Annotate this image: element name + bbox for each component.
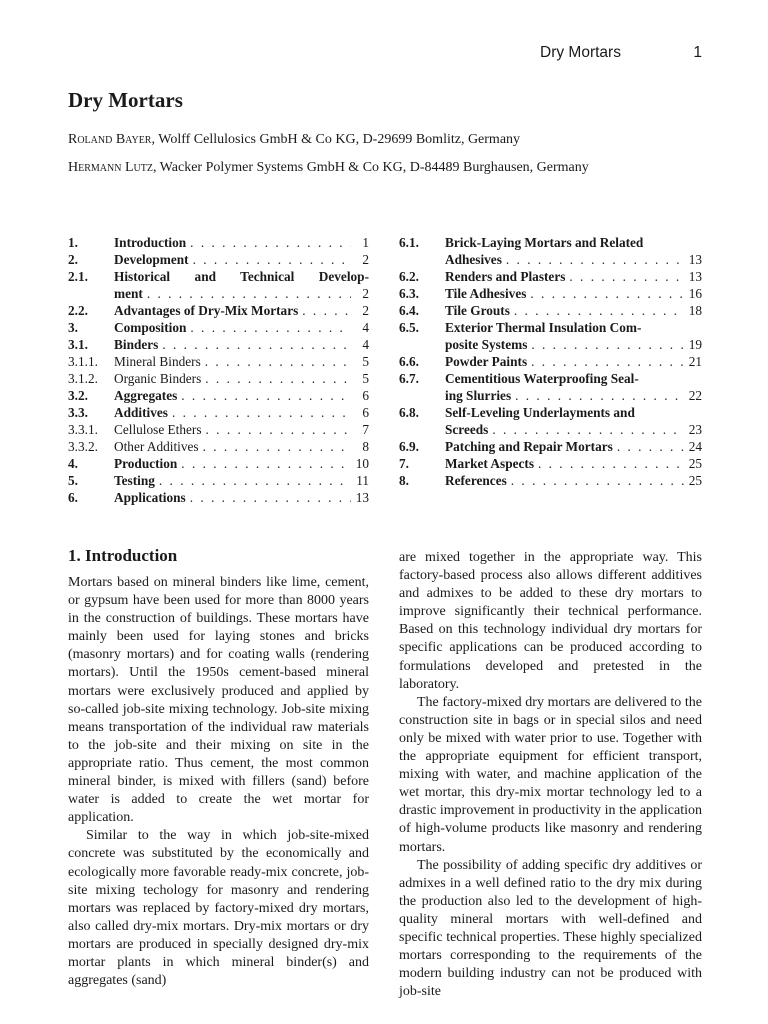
toc-entry-page: 4 — [362, 337, 369, 352]
author-2 — [68, 160, 589, 176]
toc-entry-title: posite Systems — [445, 337, 528, 352]
toc-entry-title: Patching and Repair Mortars — [445, 439, 613, 454]
dot-leader — [162, 336, 351, 353]
toc-entry-number: 6.7. — [399, 371, 419, 386]
toc-entry-title: Mineral Binders — [114, 354, 201, 369]
toc-entry[interactable] — [399, 455, 702, 472]
toc-entry-number: 7. — [399, 456, 409, 471]
toc-entry-number: 6.1. — [399, 235, 419, 250]
toc-entry-number: 3.3. — [68, 405, 88, 420]
toc-entry-title: References — [445, 473, 507, 488]
running-head-title: Dry Mortars — [540, 44, 621, 61]
toc-entry[interactable] — [399, 268, 702, 285]
toc-entry-page: 21 — [688, 354, 702, 369]
dot-leader — [538, 455, 684, 472]
toc-entry-page: 25 — [688, 473, 702, 488]
dot-leader — [569, 268, 684, 285]
toc-entry-title: Organic Binders — [114, 371, 202, 386]
toc-entry[interactable] — [399, 404, 702, 438]
toc-entry-number: 3.1. — [68, 337, 88, 352]
toc-entry[interactable] — [399, 370, 702, 404]
dot-leader — [506, 251, 684, 268]
toc-entry-page: 4 — [362, 320, 369, 335]
toc-entry-page: 25 — [688, 456, 702, 471]
paragraph: Mortars based on mineral binders like lime, cement, or gypsum have been used for more than 8000 years in the construction of buildings. These mortars have mainly been used for laying stones and bricks (masonry mortars) and for coating walls (rendering mortars). Until the 1950s cement-based mineral mortars were exclusively produced and applied by so-called job-site mixing technology. Job-site mixing means transportation of the individual raw materials to the job-site and their mixing on site in the appropriate ratio. Thus cement, the most common mineral binder, is mixed with fillers (sand) before water is added to create the wet mortar for application. — [68, 575, 369, 826]
toc-entry-title: Adhesives — [445, 252, 502, 267]
toc-entry[interactable] — [68, 353, 369, 370]
toc-entry-title: Market Aspects — [445, 456, 534, 471]
toc-entry-page: 18 — [688, 303, 702, 318]
dot-leader — [172, 404, 351, 421]
toc-entry[interactable] — [399, 319, 702, 353]
toc-entry-number: 1. — [68, 235, 78, 250]
toc-entry-title-line1: Brick-Laying Mortars and Related — [445, 235, 644, 250]
toc-entry-title: Powder Paints — [445, 354, 528, 369]
dot-leader — [193, 251, 351, 268]
dot-leader — [514, 302, 684, 319]
dot-leader — [492, 421, 684, 438]
toc-entry[interactable] — [399, 285, 702, 302]
toc-entry-title: Production — [114, 456, 178, 471]
paragraph: Similar to the way in which job-site-mixed concrete was substituted by the economically and ecologically more favorable ready-mix concrete, job-site mixing techology for masonry and rendering mortars was replaced by factory-mixed dry mortars, also called dry-mix mortars. Dry-mix mortars or dry mortars are produced in specially designed dry-mix mortar plants in which mineral binder(s) and aggregates (sand) — [68, 828, 369, 989]
author-name: Roland Bayer — [68, 132, 152, 147]
toc-entry[interactable] — [68, 438, 369, 455]
dot-leader — [190, 319, 351, 336]
toc-entry-number: 3.3.1. — [68, 422, 98, 437]
toc-entry-title: Applications — [114, 490, 186, 505]
toc-entry-title: Additives — [114, 405, 168, 420]
toc-entry-number: 6.6. — [399, 354, 419, 369]
toc-entry-number: 2.1. — [68, 269, 88, 284]
dot-leader — [530, 285, 684, 302]
toc-entry[interactable] — [68, 370, 369, 387]
toc-entry-page: 6 — [362, 405, 369, 420]
toc-entry-title: Other Additives — [114, 439, 199, 454]
toc-entry-title-line1: Cementitious Waterproofing Seal- — [445, 371, 639, 386]
toc-entry-title-line1: Exterior Thermal Insulation Com- — [445, 320, 642, 335]
toc-entry-page: 2 — [362, 303, 369, 318]
toc-entry-page: 5 — [362, 354, 369, 369]
toc-entry[interactable] — [399, 438, 702, 455]
toc-right-column — [399, 234, 702, 489]
toc-entry-title: ment — [114, 286, 143, 301]
toc-entry-number: 2. — [68, 252, 78, 267]
toc-entry-title: Testing — [114, 473, 155, 488]
dot-leader — [205, 353, 351, 370]
dot-leader — [302, 302, 351, 319]
toc-entry-title: Introduction — [114, 235, 187, 250]
dot-leader — [206, 421, 351, 438]
toc-entry-number: 6.2. — [399, 269, 419, 284]
dot-leader — [190, 489, 351, 506]
toc-entry[interactable] — [399, 353, 702, 370]
toc-entry-title: Binders — [114, 337, 159, 352]
toc-entry-number: 6.9. — [399, 439, 419, 454]
toc-entry-number: 6. — [68, 490, 78, 505]
toc-entry-number: 6.4. — [399, 303, 419, 318]
toc-entry-number: 3.1.1. — [68, 354, 98, 369]
toc-entry-page: 23 — [688, 422, 702, 437]
toc-entry-number: 4. — [68, 456, 78, 471]
toc-entry-page: 11 — [356, 473, 369, 488]
toc-entry[interactable] — [68, 251, 369, 268]
toc-entry[interactable] — [68, 404, 369, 421]
toc-entry-title: Composition — [114, 320, 187, 335]
section-heading: 1. Introduction — [68, 546, 178, 565]
body-column-left — [68, 545, 369, 990]
toc-entry-page: 10 — [355, 456, 369, 471]
toc-entry-page: 16 — [688, 286, 702, 301]
dot-leader — [531, 353, 684, 370]
toc-entry-title: Cellulose Ethers — [114, 422, 202, 437]
dot-leader — [617, 438, 684, 455]
toc-entry[interactable] — [68, 489, 369, 506]
author-affiliation: , Wolff Cellulosics GmbH & Co KG, D-29699 Bomlitz, Germany — [151, 132, 521, 147]
toc-entry-title: Tile Adhesives — [445, 286, 527, 301]
toc-entry-page: 13 — [355, 490, 369, 505]
toc-entry-title-line1: Historical and Technical Develop- — [114, 269, 369, 284]
toc-entry-number: 6.8. — [399, 405, 419, 420]
toc-entry-number: 3. — [68, 320, 78, 335]
toc-entry-page: 22 — [688, 388, 702, 403]
toc-entry-page: 13 — [688, 252, 702, 267]
toc-entry-number: 3.3.2. — [68, 439, 98, 454]
dot-leader — [159, 472, 351, 489]
toc-entry[interactable] — [68, 302, 369, 319]
toc-entry-title: Development — [114, 252, 189, 267]
toc-entry[interactable] — [68, 472, 369, 489]
toc-entry-number: 5. — [68, 473, 78, 488]
article-title: Dry Mortars — [68, 88, 183, 112]
dot-leader — [147, 285, 351, 302]
toc-entry[interactable] — [68, 319, 369, 336]
toc-entry[interactable] — [68, 234, 369, 251]
author-affiliation: , Wacker Polymer Systems GmbH & Co KG, D-84489 Burghausen, Germany — [152, 160, 589, 175]
toc-entry-page: 7 — [362, 422, 369, 437]
toc-entry[interactable] — [399, 472, 702, 489]
toc-entry-page: 5 — [362, 371, 369, 386]
toc-left-column — [68, 234, 369, 506]
toc-entry-page: 24 — [688, 439, 702, 454]
paragraph: are mixed together in the appropriate way. This factory-based process also allows different additives and admixes to be added to these dry mortars to improve significantly their technical performance. Based on this technology individual dry mortars for specific applications can be produced according to formulations developed and pretested in the laboratory. — [399, 550, 702, 692]
toc-entry-number: 8. — [399, 473, 409, 488]
author-1 — [68, 132, 520, 148]
dot-leader — [511, 472, 684, 489]
dot-leader — [515, 387, 684, 404]
author-name: Hermann Lutz — [68, 160, 153, 175]
toc-entry-number: 3.1.2. — [68, 371, 98, 386]
toc-entry-title: ing Slurries — [445, 388, 512, 403]
dot-leader — [203, 438, 351, 455]
dot-leader — [181, 387, 351, 404]
toc-entry[interactable] — [399, 234, 702, 268]
toc-entry[interactable] — [68, 421, 369, 438]
toc-entry-number: 2.2. — [68, 303, 88, 318]
toc-entry-title: Advantages of Dry-Mix Mortars — [114, 303, 299, 318]
toc-entry-number: 6.5. — [399, 320, 419, 335]
toc-entry[interactable] — [68, 387, 369, 404]
toc-entry-title: Aggregates — [114, 388, 178, 403]
toc-entry-page: 2 — [362, 286, 369, 301]
toc-entry-title-line1: Self-Leveling Underlayments and — [445, 405, 635, 420]
dot-leader — [181, 455, 351, 472]
toc-entry-page: 2 — [362, 252, 369, 267]
toc-entry[interactable] — [399, 302, 702, 319]
dot-leader — [205, 370, 351, 387]
toc-entry[interactable] — [68, 336, 369, 353]
toc-entry-page: 8 — [362, 439, 369, 454]
toc-entry-page: 19 — [688, 337, 702, 352]
toc-entry-title: Tile Grouts — [445, 303, 510, 318]
toc-entry-number: 6.3. — [399, 286, 419, 301]
paragraph: The possibility of adding specific dry additives or admixes in a well defined ratio to the dry mix during the production also led to the development of high-quality mineral mortars with well-defined and specific technical properties. These highly specialized mortars corresponding to the requirements of the modern building industry can not be produced with job-site — [399, 857, 702, 1000]
paragraph: The factory-mixed dry mortars are delivered to the construction site in bags or in special silos and need only be mixed with water prior to use. Together with the appropriate equipment for efficient transport, mixing with water, and machine application of the wet mortar, this dry-mix mortar technology led to a drastic improvement in productivity in the application of high-volume products like masonry and rendering mortars. — [399, 694, 702, 855]
toc-entry[interactable] — [68, 268, 369, 302]
toc-entry-title: Renders and Plasters — [445, 269, 566, 284]
toc-entry[interactable] — [68, 455, 369, 472]
dot-leader — [190, 234, 351, 251]
dot-leader — [531, 336, 684, 353]
toc-entry-number: 3.2. — [68, 388, 88, 403]
toc-entry-page: 6 — [362, 388, 369, 403]
body-column-right — [399, 549, 702, 1001]
toc-entry-title: Screeds — [445, 422, 489, 437]
page-number: 1 — [693, 44, 702, 61]
toc-entry-page: 1 — [362, 235, 369, 250]
toc-entry-page: 13 — [688, 269, 702, 284]
